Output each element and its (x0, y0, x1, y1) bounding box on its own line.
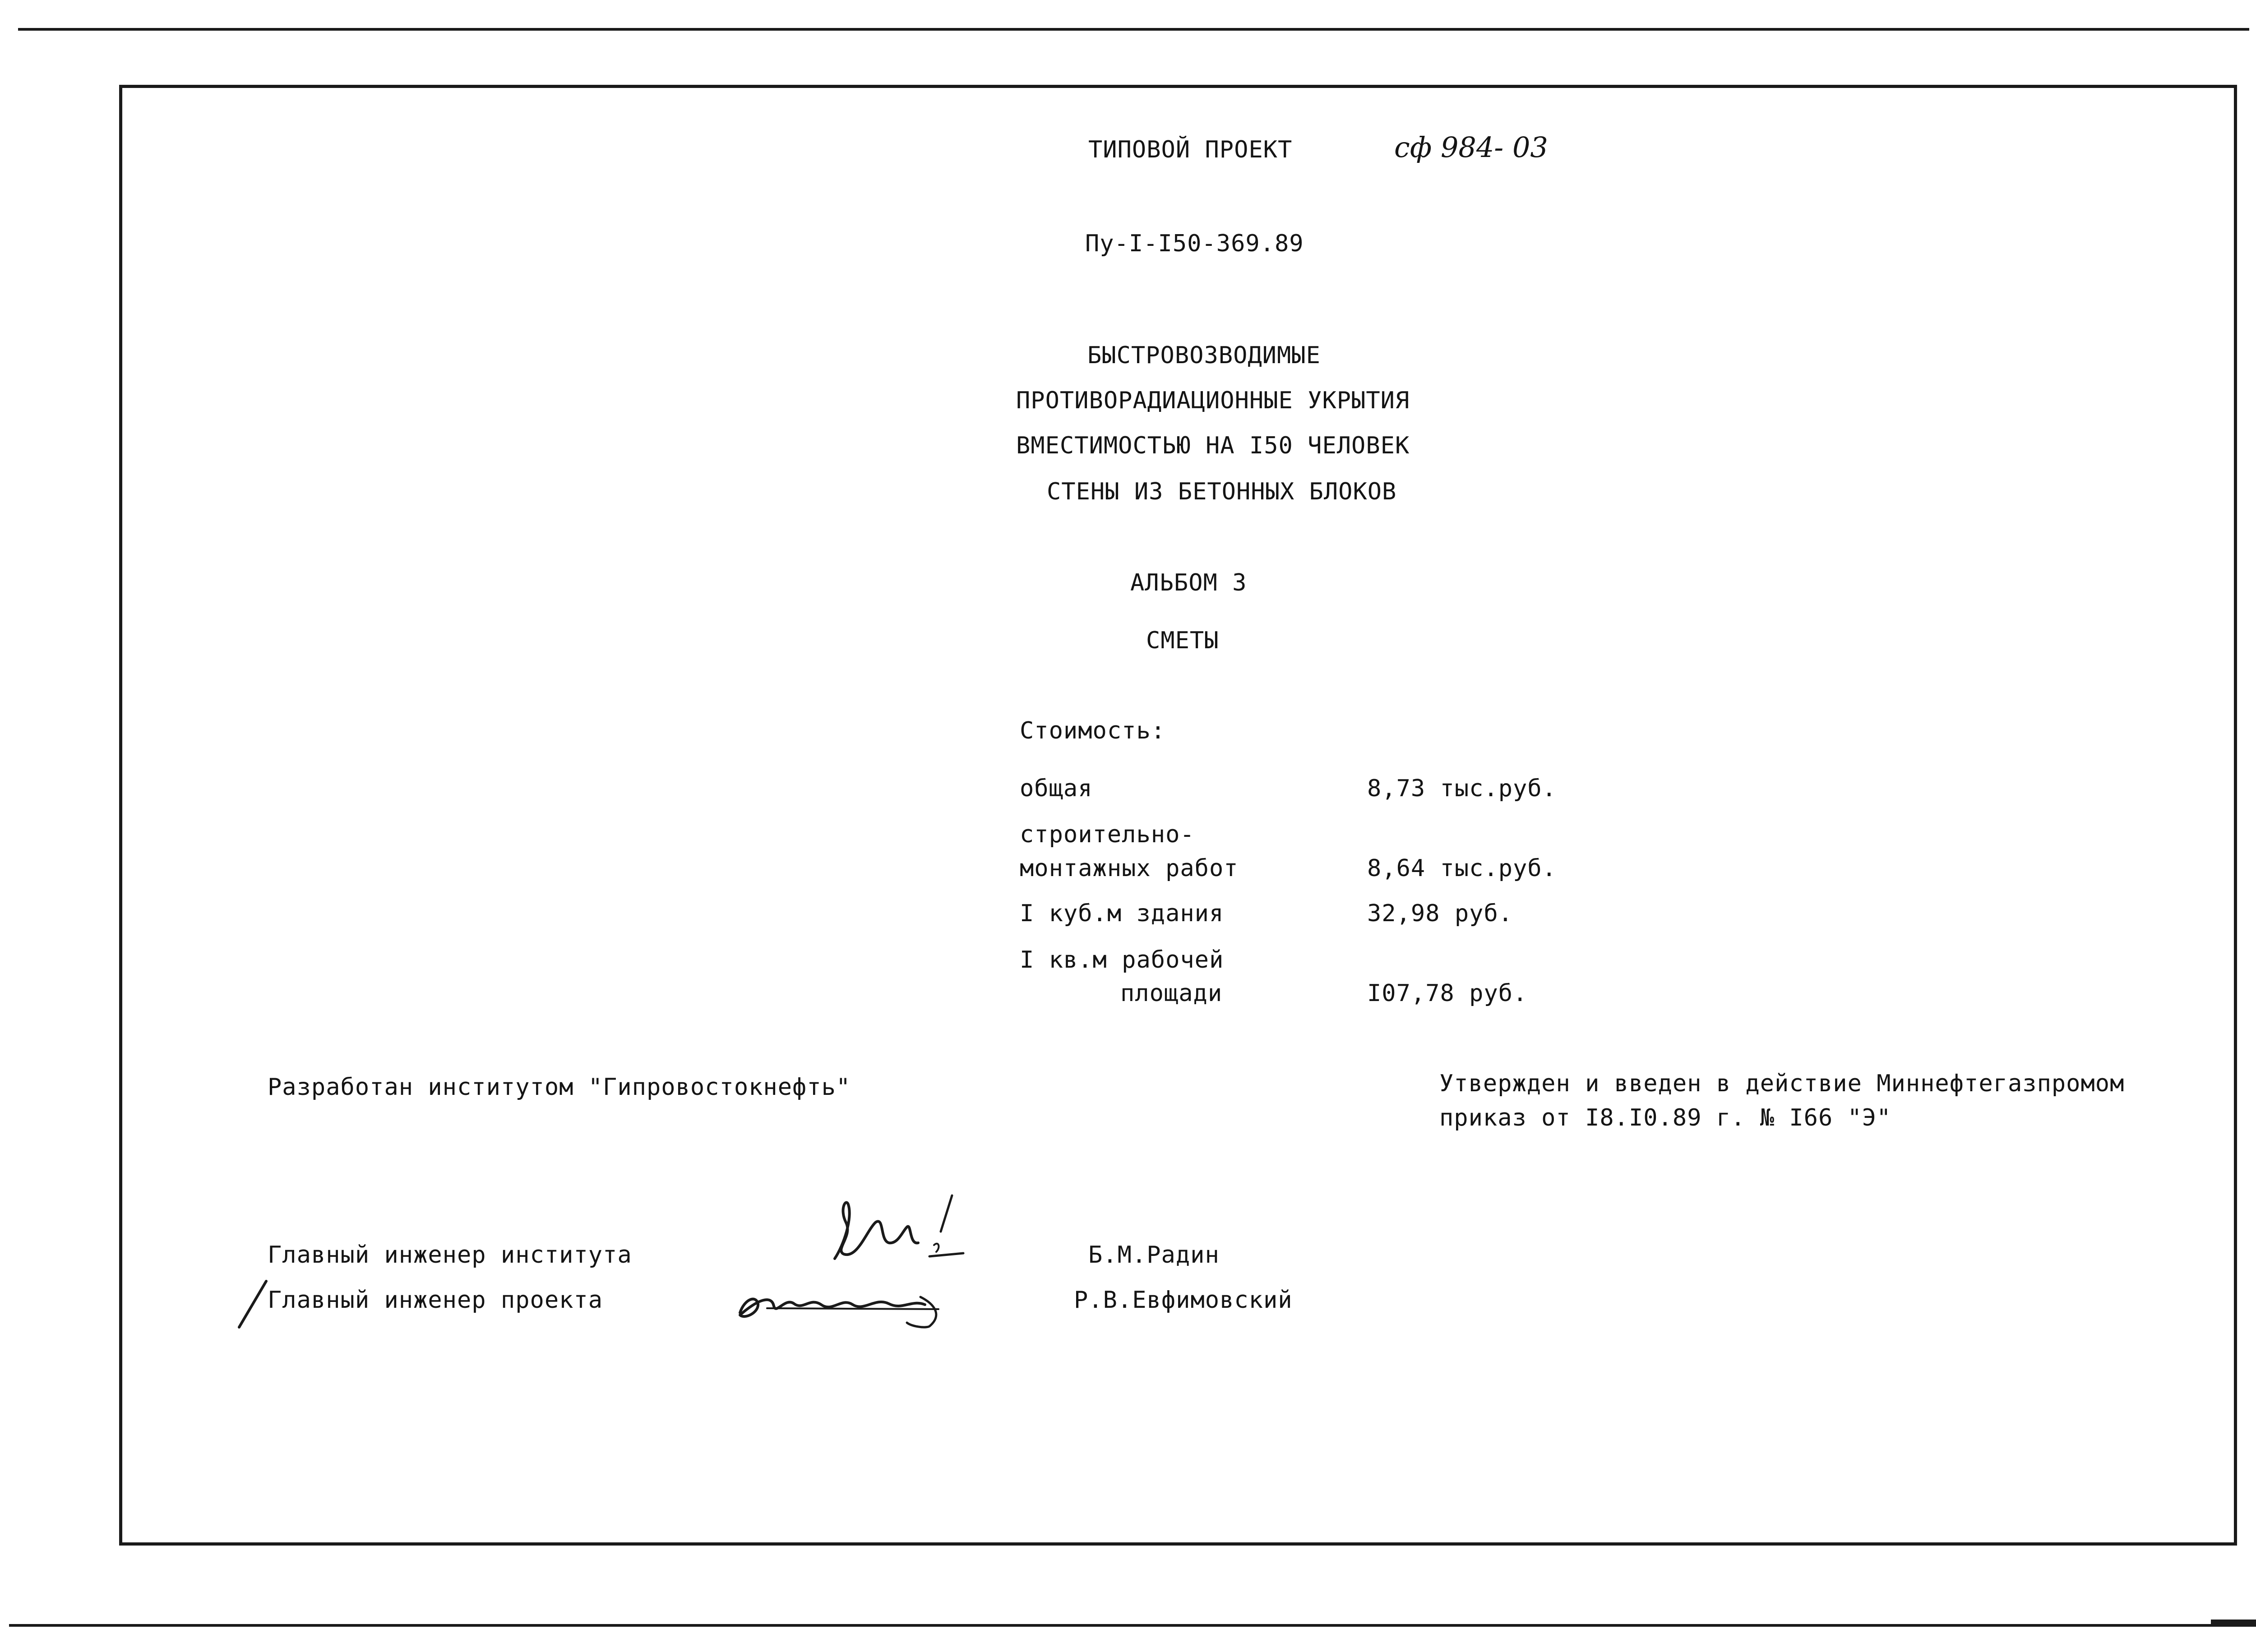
drawing-frame (119, 85, 2237, 1546)
cost-per-square-meter-label-1: I кв.м рабочей (1020, 946, 1224, 974)
handwritten-archive-code: сф 984- 03 (1394, 131, 1548, 164)
bottom-edge-line (9, 1624, 2256, 1627)
slash-mark (235, 1277, 271, 1331)
developer-note: Разработан институтом "Гипровостокнефть" (268, 1074, 851, 1101)
cost-construction-value: 8,64 тыс.руб. (1367, 855, 1557, 882)
chief-engineer-project-name: Р.В.Евфимовский (1074, 1287, 1293, 1314)
title-line-4: СТЕНЫ ИЗ БЕТОННЫХ БЛОКОВ (1047, 478, 1397, 505)
project-code: Пу-I-I50-369.89 (1085, 230, 1304, 257)
cost-construction-label-2: монтажных работ (1020, 855, 1239, 882)
chief-engineer-project-role: Главный инженер проекта (268, 1287, 603, 1314)
signature-institute-engineer (826, 1191, 975, 1281)
cost-construction-label-1: строительно- (1020, 821, 1195, 848)
title-line-1: БЫСТРОВОЗВОДИМЫЕ (1087, 342, 1321, 369)
signature-project-engineer (731, 1272, 957, 1335)
cost-per-cubic-meter-label: I куб.м здания (1020, 900, 1224, 927)
approval-line-1: Утвержден и введен в действие Миннефтегазпромом (1439, 1070, 2125, 1097)
title-line-2: ПРОТИВОРАДИАЦИОННЫЕ УКРЫТИЯ (1016, 387, 1410, 414)
title-line-3: ВМЕСТИМОСТЬЮ НА I50 ЧЕЛОВЕК (1016, 432, 1410, 459)
cost-per-cubic-meter-value: 32,98 руб. (1367, 900, 1513, 927)
top-edge-line (18, 28, 2249, 31)
cost-total-label: общая (1020, 775, 1093, 802)
project-type-label: ТИПОВОЙ ПРОЕКТ (1088, 136, 1293, 163)
cost-total-value: 8,73 тыс.руб. (1367, 775, 1557, 802)
album-number: АЛЬБОМ 3 (1130, 569, 1247, 596)
bottom-edge-thick (2211, 1620, 2256, 1627)
cost-heading: Стоимость: (1020, 717, 1166, 744)
chief-engineer-institute-name: Б.М.Радин (1088, 1241, 1220, 1269)
cost-per-square-meter-value: I07,78 руб. (1367, 980, 1528, 1007)
chief-engineer-institute-role: Главный инженер института (268, 1241, 632, 1269)
approval-line-2: приказ от I8.I0.89 г. № I66 "Э" (1439, 1104, 1891, 1131)
section-title: СМЕТЫ (1146, 627, 1219, 654)
cost-per-square-meter-label-2: площади (1120, 980, 1223, 1007)
